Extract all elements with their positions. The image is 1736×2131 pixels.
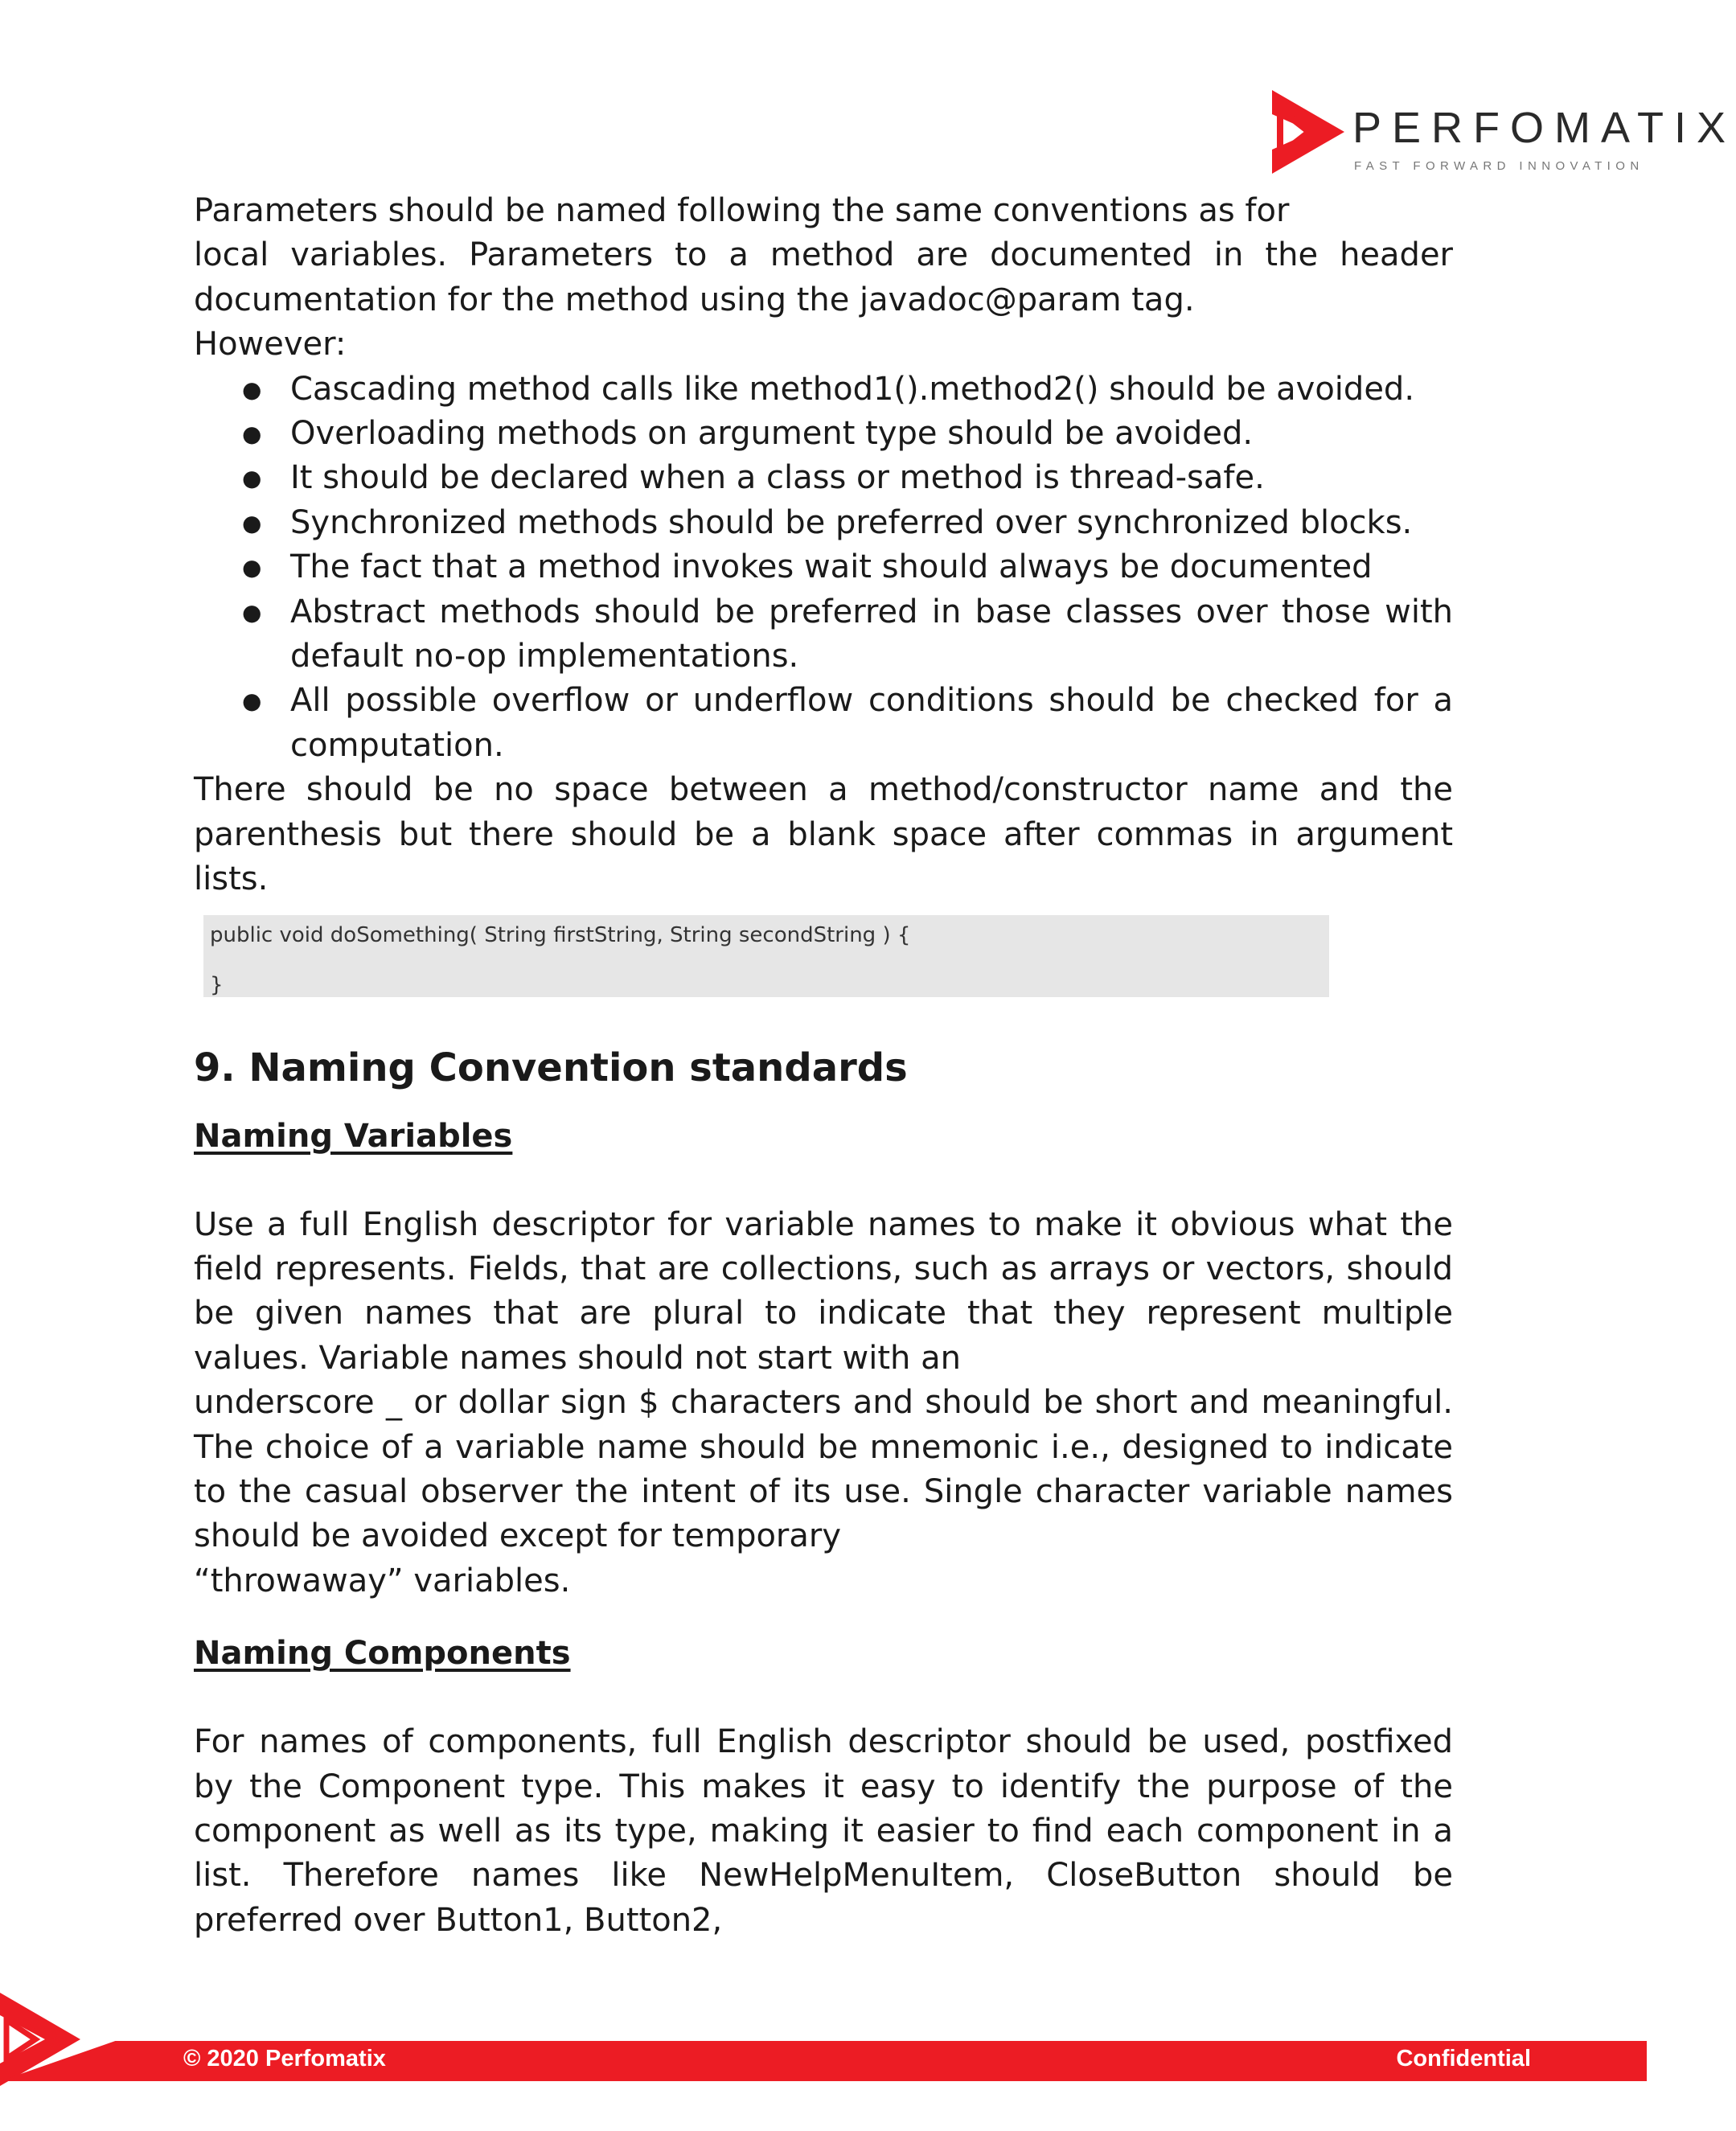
logo-arrow-icon — [1272, 90, 1344, 174]
list-item: ● It should be declared when a class or method is thread-safe. — [290, 456, 1453, 500]
footer-confidential: Confidential — [1396, 2046, 1531, 2071]
guideline-list — [194, 367, 1453, 769]
intro-line-1: Parameters should be named following the same conventions as for — [194, 192, 1290, 229]
perfomatix-logo — [1272, 87, 1736, 175]
list-item: ● All possible overflow or underflow conditions should be checked for a computation. — [290, 679, 1453, 768]
document-body — [194, 189, 1453, 1943]
brand-tagline: FAST FORWARD INNOVATION — [1354, 159, 1644, 173]
code-sample — [203, 915, 1329, 997]
brand-name: PERFOMATIX — [1352, 104, 1736, 152]
however-label: However: — [194, 326, 347, 363]
naming-variables-paragraph: “throwaway” variables. — [194, 1562, 571, 1599]
page-footer — [0, 1993, 1647, 2105]
naming-variables-heading: Naming Variables — [194, 1117, 513, 1155]
section-title: 9. Naming Convention standards — [194, 1045, 908, 1090]
intro-paragraph: local variables. Parameters to a method are documented in the header documentation for the method using the javadoc@param tag. — [194, 236, 1453, 318]
naming-components-heading: Naming Components — [194, 1635, 571, 1673]
code-line: public void doSomething( String firstString, String secondString ) { — [210, 922, 911, 947]
naming-variables-paragraph: Use a full English descriptor for variable names to make it obvious what the field represents. Fields, that are collections, such as arrays or vectors, should be given names that are plural to indicate that they represent multiple values. Variable names should not start with an — [194, 1205, 1453, 1377]
list-item: ● The fact that a method invokes wait should always be documented — [290, 545, 1453, 589]
list-item: ● Synchronized methods should be preferred over synchronized blocks. — [290, 501, 1453, 545]
list-item: ● Cascading method calls like method1().method2() should be avoided. — [290, 367, 1453, 412]
naming-components-paragraph: For names of components, full English descriptor should be used, postfixed by the Component type. This makes it easy to identify the purpose of the component as well as its type, making it easier to find each component in a list. Therefore names like NewHelpMenuItem, CloseButton should be preferred over Button1, Button2, — [194, 1723, 1453, 1939]
code-line: } — [210, 972, 224, 997]
footer-copyright: © 2020 Perfomatix — [183, 2046, 386, 2071]
list-item: ● Abstract methods should be preferred in base classes over those with default no-op implementations. — [290, 590, 1453, 680]
spacing-rule-paragraph: There should be no space between a method/constructor name and the parenthesis but there should be a blank space after commas in argument lists. — [194, 771, 1453, 898]
naming-variables-paragraph: underscore _ or dollar sign $ characters and should be short and meaningful. The choice of a variable name should be mnemonic i.e., designed to indicate to the casual observer the intent of its use. Single character variable names should be avoided except for temporary — [194, 1384, 1453, 1555]
list-item: ● Overloading methods on argument type should be avoided. — [290, 412, 1453, 456]
